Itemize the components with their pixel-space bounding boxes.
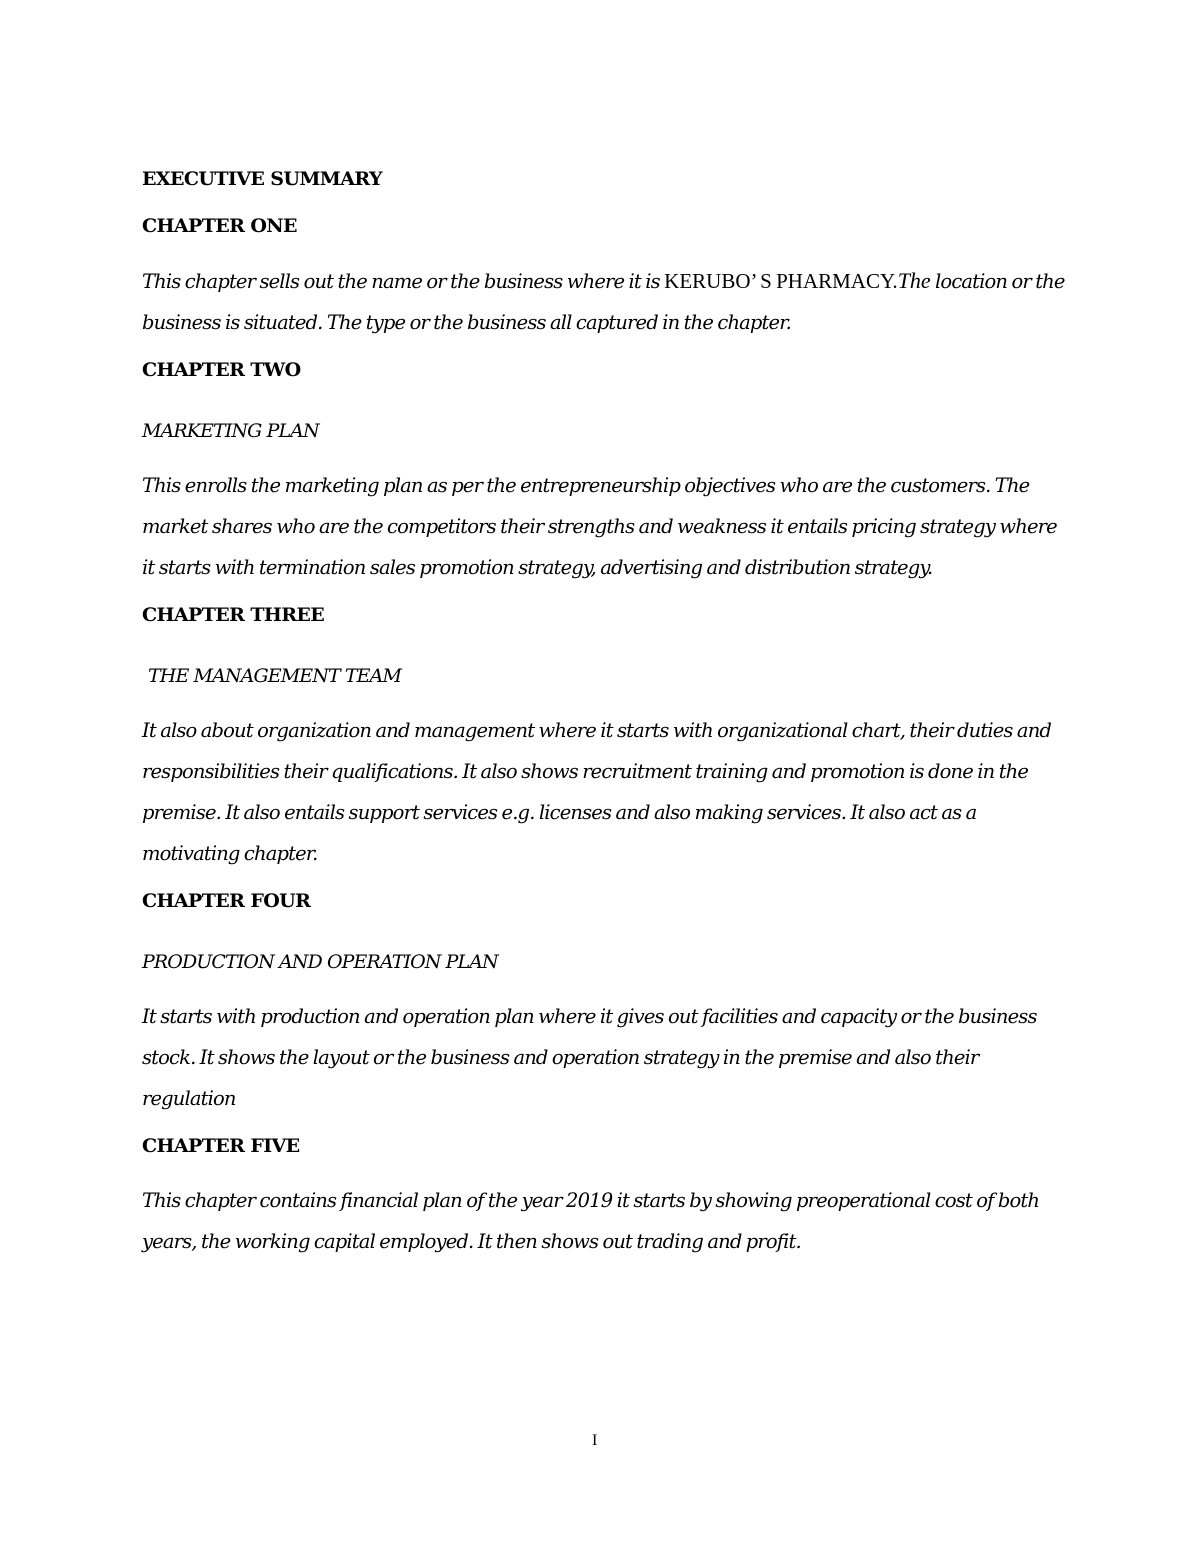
chapter-four-subheading: PRODUCTION AND OPERATION PLAN — [142, 951, 498, 973]
executive-summary-title: EXECUTIVE SUMMARY — [142, 168, 382, 190]
business-name: KERUBO’ S PHARMACY. — [664, 269, 898, 293]
chapter-two-subheading: MARKETING PLAN — [142, 420, 319, 442]
chapter-four-paragraph: It starts with production and operation plan where it gives out facilities and capacity or the business stock. It shows the layout or the business and operation strategy in the premise and also their regulation — [142, 1005, 1037, 1110]
chapter-one-lead-word: The — [897, 268, 931, 293]
page-number: I — [592, 1432, 598, 1449]
chapter-five-heading: CHAPTER FIVE — [142, 1135, 300, 1157]
chapter-four-heading: CHAPTER FOUR — [142, 890, 311, 912]
chapter-three-heading: CHAPTER THREE — [142, 604, 325, 626]
chapter-five-paragraph: This chapter contains financial plan of the year 2019 it starts by showing preoperational cost of both years, the working capital employed. It then shows out trading and profit. — [142, 1189, 1040, 1253]
chapter-one-lead: This chapter sells out the name or the business where it is — [142, 270, 665, 293]
chapter-three-subheading: THE MANAGEMENT TEAM — [148, 665, 402, 687]
document-body — [142, 166, 1072, 1262]
chapter-one-paragraph — [142, 260, 1072, 343]
chapter-three-paragraph: It also about organization and management where it starts with organizational chart, their duties and responsibilities their qualifications. It also shows recruitment training and promotion is done in the premise. It also entails support services e.g. licenses and also making services. It also act as a motivating chapter. — [142, 719, 1052, 865]
chapter-one-rest: location or the business is situated. The type or the business all captured in the chapter. — [142, 270, 1065, 334]
chapter-one-heading: CHAPTER ONE — [142, 215, 297, 237]
chapter-two-heading: CHAPTER TWO — [142, 359, 301, 381]
chapter-two-paragraph: This enrolls the marketing plan as per the entrepreneurship objectives who are the customers. The market shares who are the competitors their strengths and weakness it entails pricing strategy where it starts with termination sales promotion strategy, advertising and distribution strategy. — [142, 474, 1057, 579]
